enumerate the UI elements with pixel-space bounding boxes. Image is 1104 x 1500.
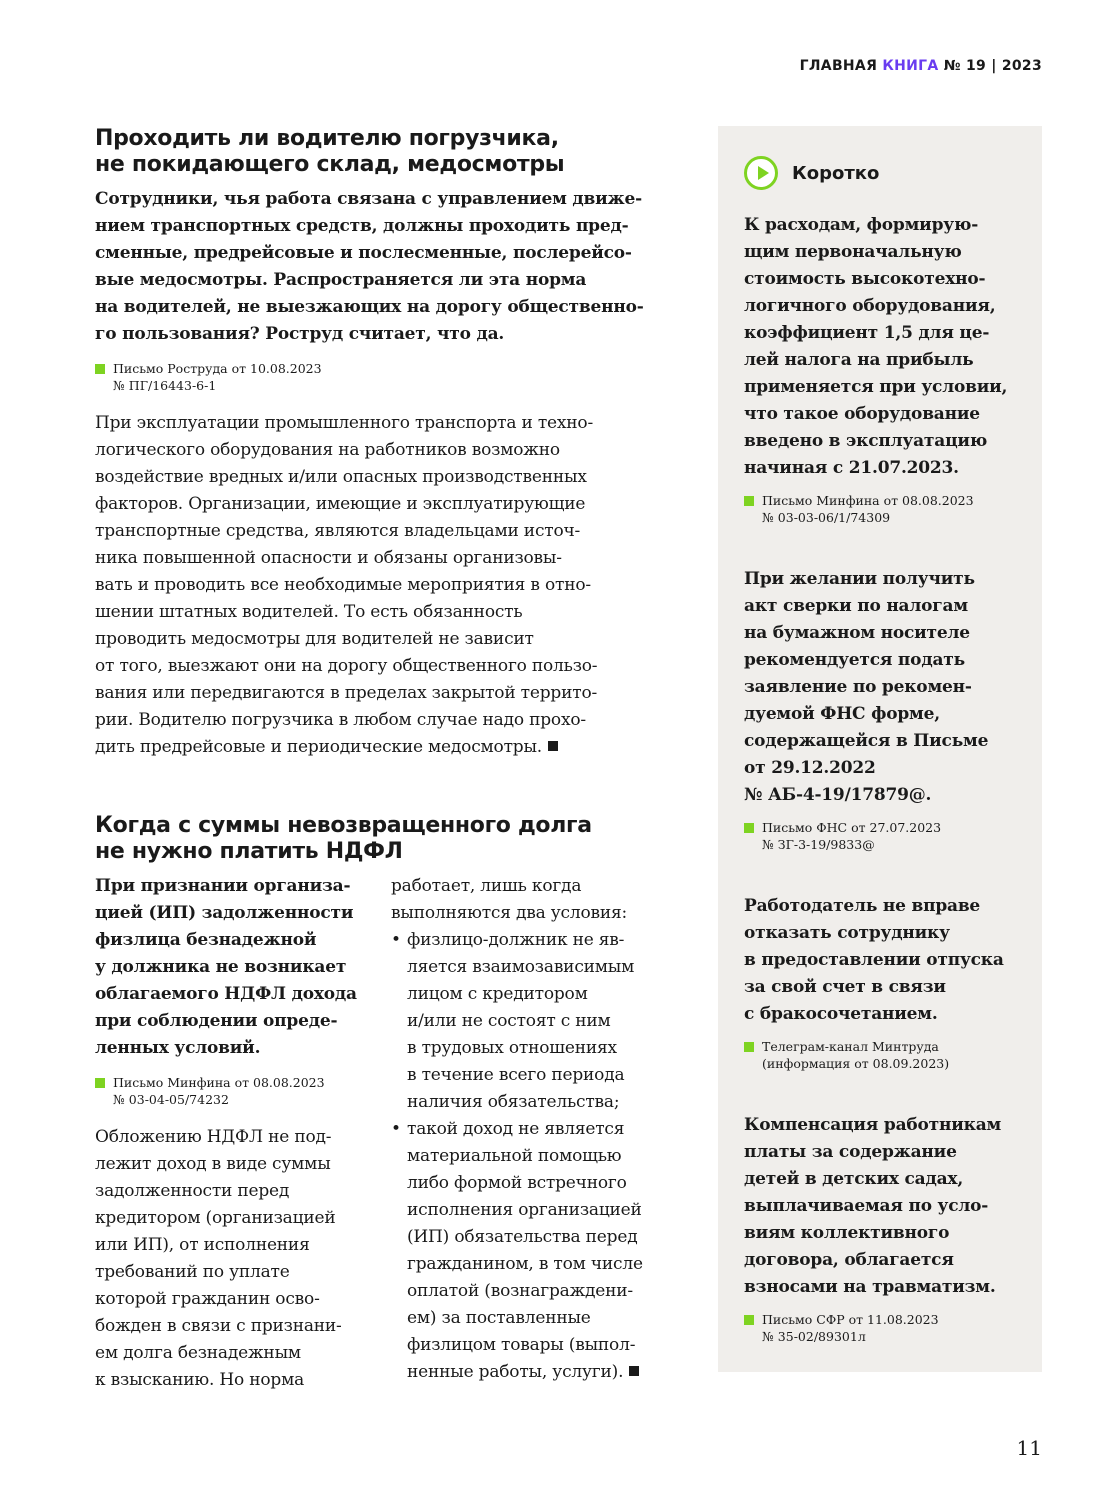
article-body: Обложению НДФЛ не под- лежит доход в виде суммы задолженности перед кредитором (организацией или ИП), от исполнения требований по уплате которой гражданин осво- божден в связи с признани- ем долга безнадежным к взысканию. Но норма: [95, 1127, 342, 1390]
running-header: [800, 58, 1042, 74]
source-reference: Письмо Роструда от 10.08.2023 № ПГ/16443-6-1: [95, 360, 675, 394]
header-prefix: ГЛАВНАЯ: [799, 58, 878, 74]
sidebar-header: [744, 156, 1018, 190]
article-title: Проходить ли водителю погрузчика, не покидающего склад, медосмотры: [95, 126, 565, 177]
source-reference: Письмо Минфина от 08.08.2023 № 03-03-06/1/74309: [744, 492, 1018, 526]
article-lead: При признании организа- цией (ИП) задолженности физлица безнадежной у должника не возникает облагаемого НДФЛ дохода при соблюдении опреде- ленных условий.: [95, 876, 357, 1058]
sidebar-briefly: [718, 126, 1042, 1372]
sidebar-title: Коротко: [792, 162, 880, 184]
end-of-article-mark: [548, 741, 558, 751]
source-reference: Письмо СФР от 11.08.2023 № 35-02/89301л: [744, 1311, 1018, 1345]
article-ndfl-debt: [95, 813, 675, 1394]
page-number: 11: [1016, 1436, 1042, 1460]
article-title: Когда с суммы невозвращенного долга не нужно платить НДФЛ: [95, 813, 592, 864]
play-icon: [744, 156, 778, 190]
header-issue: № 19 | 2023: [943, 58, 1042, 74]
article-forklift-medical: [95, 126, 675, 761]
header-accent: КНИГА: [882, 58, 939, 74]
list-item: • такой доход не является материальной помощью либо формой встречного исполнения организацией (ИП) обязательства перед гражданином, в том числе оплатой (вознаграждени- ем) за поставленные физлицом товары (выпол- ненные работы, услуги).: [391, 1116, 673, 1386]
news-item: К расходам, формирую- щим первоначальную стоимость высокотехно- логичного оборудования, коэффициент 1,5 для це- лей налога на прибыль применяется при условии, что такое оборудование введено в эксплуатацию начиная с 21.07.2023. Письмо Минфина от 08.08.2023 № 03-03-06/1/74309: [744, 212, 1018, 526]
source-reference: Письмо ФНС от 27.07.2023 № ЗГ-3-19/9833@: [744, 819, 1018, 853]
conditions-list: [391, 927, 673, 1386]
article-body: При эксплуатации промышленного транспорта и техно- логического оборудования на работников возможно воздействие вредных и/или опасных производственных факторов. Организации, имеющие и эксплуатирующие транспортные средства, являются владельцами источ- ника повышенной опасности и обязаны организовы- вать и проводить все необходимые мероприятия в отно- шении штатных водителей. То есть обязанность проводить медосмотры для водителей не зависит от того, выезжают они на дорогу общественного пользо- вания или передвигаются в пределах закрытой террито- рии. Водителю погрузчика в любом случае надо прохо- дить предрейсовые и периодические медосмотры.: [95, 413, 598, 757]
article-right-column: работает, лишь когда выполняются два условия: • физлицо-должник не яв- ляется взаимозависимым лицом с кредитором и/или не состоят с ним в трудовых отношениях в течение всего периода наличия обязательства; • такой доход не является материальной помощью либо формой встречного исполнения организацией (ИП) обязательства перед гражданином, в том числе оплатой (вознаграждени- ем) за поставленные физлицом товары (выпол- ненные работы, услуги).: [391, 873, 673, 1394]
source-reference: Телеграм-канал Минтруда (информация от 08.09.2023): [744, 1038, 1018, 1072]
news-item: Компенсация работникам платы за содержание детей в детских садах, выплачиваемая по усло- виям коллективного договора, облагается взносами на травматизм. Письмо СФР от 11.08.2023 № 35-02/89301л: [744, 1112, 1018, 1345]
article-lead: Сотрудники, чья работа связана с управлением движе- нием транспортных средств, должны проходить пред- сменные, предрейсовые и послесменные, послерейсо- вые медосмотры. Распространяется ли эта норма на водителей, не выезжающих на дорогу общественно- го пользования? Роструд считает, что да.: [95, 189, 644, 344]
article-left-column: [95, 873, 365, 1394]
news-item: При желании получить акт сверки по налогам на бумажном носителе рекомендуется подать заявление по рекомен- дуемой ФНС форме, содержащейся в Письме от 29.12.2022 № АБ-4-19/17879@. Письмо ФНС от 27.07.2023 № ЗГ-3-19/9833@: [744, 566, 1018, 853]
end-of-article-mark: [629, 1366, 639, 1376]
main-column: [95, 126, 675, 1394]
news-item: Работодатель не вправе отказать сотруднику в предоставлении отпуска за свой счет в связи с бракосочетанием. Телеграм-канал Минтруда (информация от 08.09.2023): [744, 893, 1018, 1072]
source-reference: Письмо Минфина от 08.08.2023 № 03-04-05/74232: [95, 1074, 365, 1108]
list-item: • физлицо-должник не яв- ляется взаимозависимым лицом с кредитором и/или не состоят с ним в трудовых отношениях в течение всего периода наличия обязательства;: [391, 927, 673, 1116]
